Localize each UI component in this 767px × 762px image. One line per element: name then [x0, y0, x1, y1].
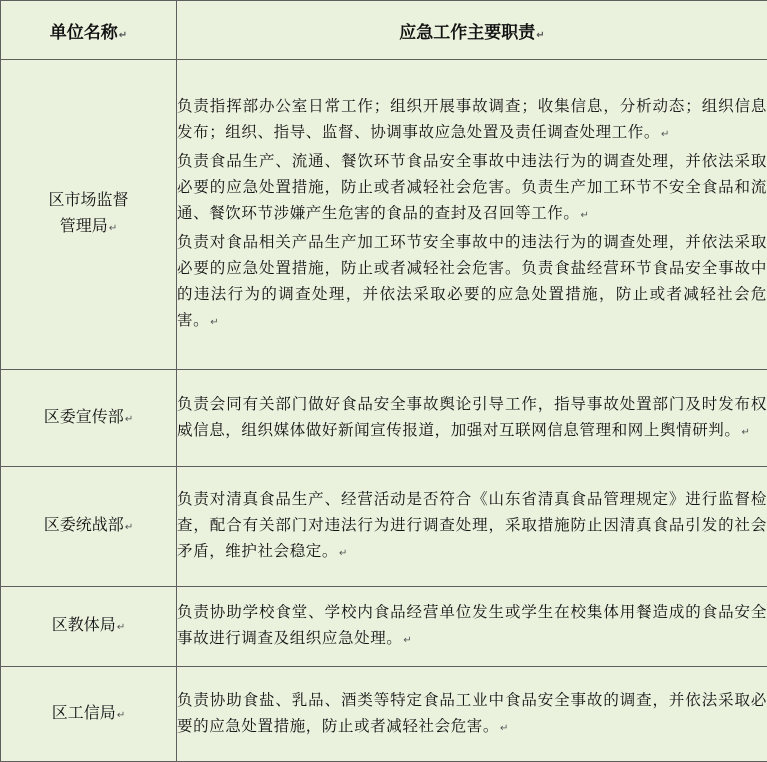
table-row: [1, 587, 767, 667]
duty-paragraph: [177, 486, 767, 567]
paragraph-mark: ↵: [210, 317, 219, 328]
unit-name-cell: [1, 667, 177, 762]
duty-text: 负责指挥部办公室日常工作；组织开展事故调查；收集信息，分析动态；组织信息发布；组织、指导、监督、协调事故应急处置及责任调查处理工作。: [177, 97, 767, 141]
duty-paragraph: [177, 93, 767, 148]
duty-paragraph: [177, 599, 767, 654]
unit-name-line: [1, 213, 176, 242]
paragraph-mark: ↵: [661, 129, 670, 140]
paragraph-mark: ↵: [119, 30, 127, 41]
paragraph-mark: ↵: [117, 710, 125, 721]
unit-name-cell: [1, 587, 177, 667]
duty-text: 负责食品生产、流通、餐饮环节食品安全事故中违法行为的调查处理，并依法采取必要的应急处置措施，防止或者减轻社会危害。负责生产加工环节不安全食品和流通、餐饮环节涉嫌产生危害的食品的查封及召回等工作。: [177, 152, 767, 222]
table-row: [1, 467, 767, 587]
unit-name-text: 区工信局: [52, 703, 116, 722]
paragraph-mark: ↵: [536, 30, 544, 41]
unit-name-line: [1, 612, 176, 641]
unit-name-text: 管理局: [60, 216, 108, 235]
header-unit-name-text: 单位名称: [50, 23, 118, 43]
duty-paragraph: [177, 391, 767, 446]
duty-paragraph: [177, 687, 767, 742]
duty-cell: [177, 467, 767, 587]
paragraph-mark: ↵: [117, 622, 125, 633]
duty-paragraph: [177, 148, 767, 229]
table-header-row: [1, 1, 767, 60]
paragraph-mark: ↵: [581, 210, 590, 221]
duty-cell: [177, 60, 767, 370]
unit-name-text: 区市场监督: [48, 190, 128, 209]
paragraph-mark: ↵: [500, 723, 509, 734]
duty-text: 负责会同有关部门做好食品安全事故舆论引导工作，指导事故处置部门及时发布权威信息，组织媒体做好新闻宣传报道，加强对互联网信息管理和网上舆情研判。: [177, 395, 767, 439]
duty-cell: [177, 370, 767, 467]
unit-name-text: 区委统战部: [44, 515, 124, 534]
table-row: [1, 667, 767, 762]
header-duties: [177, 1, 767, 60]
duty-cell: [177, 667, 767, 762]
duty-text: 负责对食品相关产品生产加工环节安全事故中的违法行为的调查处理，并依法采取必要的应急处置措施，防止或者减轻社会危害。负责食盐经营环节食品安全事故中的违法行为的调查处理，并依法采取必要的应急处置措施，防止或者减轻社会危害。: [177, 233, 767, 329]
paragraph-mark: ↵: [125, 522, 133, 533]
header-unit-name: [1, 1, 177, 60]
table-row: [1, 370, 767, 467]
duty-text: 负责协助食盐、乳品、酒类等特定食品工业中食品安全事故的调查，并依法采取必要的应急处置措施，防止或者减轻社会危害。: [177, 691, 767, 735]
paragraph-mark: ↵: [125, 414, 133, 425]
paragraph-mark: ↵: [339, 548, 348, 559]
duty-paragraph: [177, 229, 767, 336]
unit-name-line: [1, 700, 176, 729]
paragraph-mark: ↵: [742, 427, 751, 438]
duty-text: 负责协助学校食堂、学校内食品经营单位发生或学生在校集体用餐造成的食品安全事故进行调查及组织应急处理。: [177, 603, 767, 647]
unit-name-line: [1, 512, 176, 541]
paragraph-mark: ↵: [109, 223, 117, 234]
unit-name-text: 区委宣传部: [44, 407, 124, 426]
unit-name-cell: [1, 370, 177, 467]
unit-name-line: [1, 187, 176, 213]
duty-cell: [177, 587, 767, 667]
unit-name-cell: [1, 60, 177, 370]
table-body: [1, 60, 767, 762]
table-row: [1, 60, 767, 370]
unit-name-cell: [1, 467, 177, 587]
unit-name-line: [1, 404, 176, 433]
duty-text: 负责对清真食品生产、经营活动是否符合《山东省清真食品管理规定》进行监督检查，配合有关部门对违法行为进行调查处理，采取措施防止因清真食品引发的社会矛盾，维护社会稳定。: [177, 490, 767, 560]
paragraph-mark: ↵: [403, 635, 412, 646]
unit-name-text: 区教体局: [52, 615, 116, 634]
header-duties-text: 应急工作主要职责: [399, 23, 535, 43]
